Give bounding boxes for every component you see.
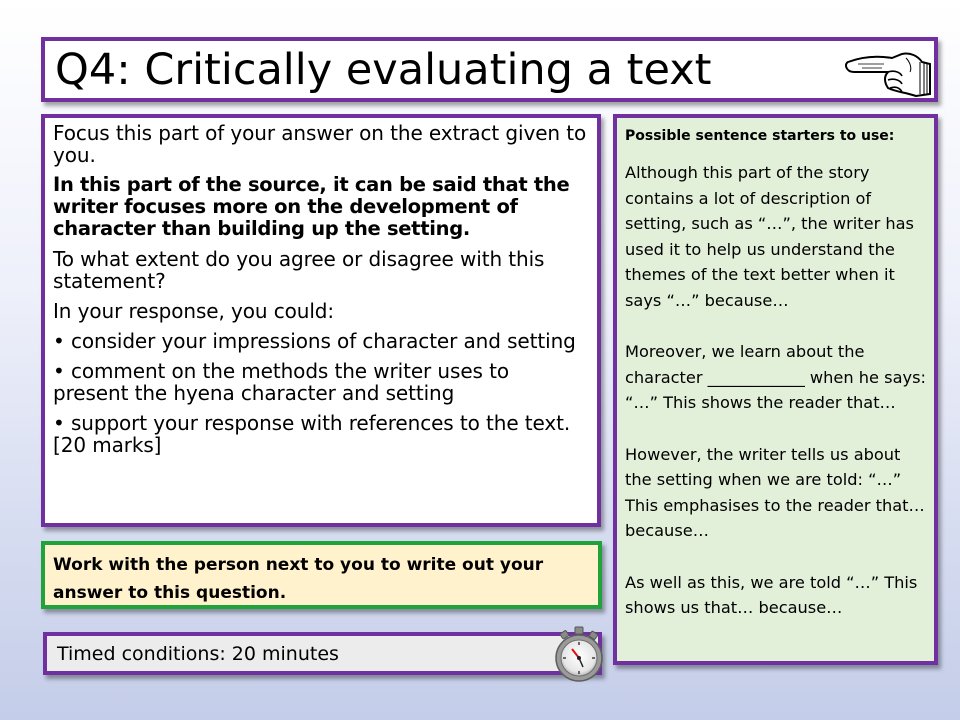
starter-paragraph: As well as this, we are told “…” This shows us that… because… bbox=[625, 572, 918, 618]
timer-text: Timed conditions: 20 minutes bbox=[57, 643, 339, 665]
question-prompt: To what extent do you agree or disagree with this statement? bbox=[53, 247, 545, 293]
starter-paragraph: However, the writer tells us about the setting when we are told: “…” This emphasises to the reader that… because… bbox=[625, 444, 925, 541]
pointing-hand-icon bbox=[844, 42, 934, 98]
timer-box bbox=[43, 632, 602, 675]
title-box bbox=[41, 37, 938, 102]
sentence-starters-box bbox=[613, 114, 938, 665]
page-title: Q4: Critically evaluating a text bbox=[55, 45, 712, 95]
question-statement: In this part of the source, it can be said that the writer focuses more on the development of character than building up the setting. bbox=[53, 173, 570, 240]
question-bullet: • support your response with references to the text.[20 marks] bbox=[53, 411, 571, 457]
stopwatch-icon bbox=[553, 625, 605, 683]
starters-heading: Possible sentence starters to use: bbox=[625, 128, 895, 144]
task-instruction: Work with the person next to you to write out your answer to this question. bbox=[53, 555, 544, 603]
starter-paragraph: Moreover, we learn about the character ____________ when he says: “…” This shows the reader that… bbox=[625, 342, 926, 413]
starter-paragraph: Although this part of the story contains a lot of description of setting, such as “…”, the writer has used it to help us understand the themes of the text better when it says “…” because… bbox=[625, 163, 914, 310]
question-bullet: • comment on the methods the writer uses to present the hyena character and setting bbox=[53, 359, 509, 405]
question-box bbox=[41, 114, 601, 527]
question-lead-in: In your response, you could: bbox=[53, 299, 335, 323]
question-intro: Focus this part of your answer on the extract given to you. bbox=[53, 121, 587, 167]
task-box bbox=[41, 541, 602, 609]
question-bullet: • consider your impressions of character and setting bbox=[53, 329, 576, 353]
